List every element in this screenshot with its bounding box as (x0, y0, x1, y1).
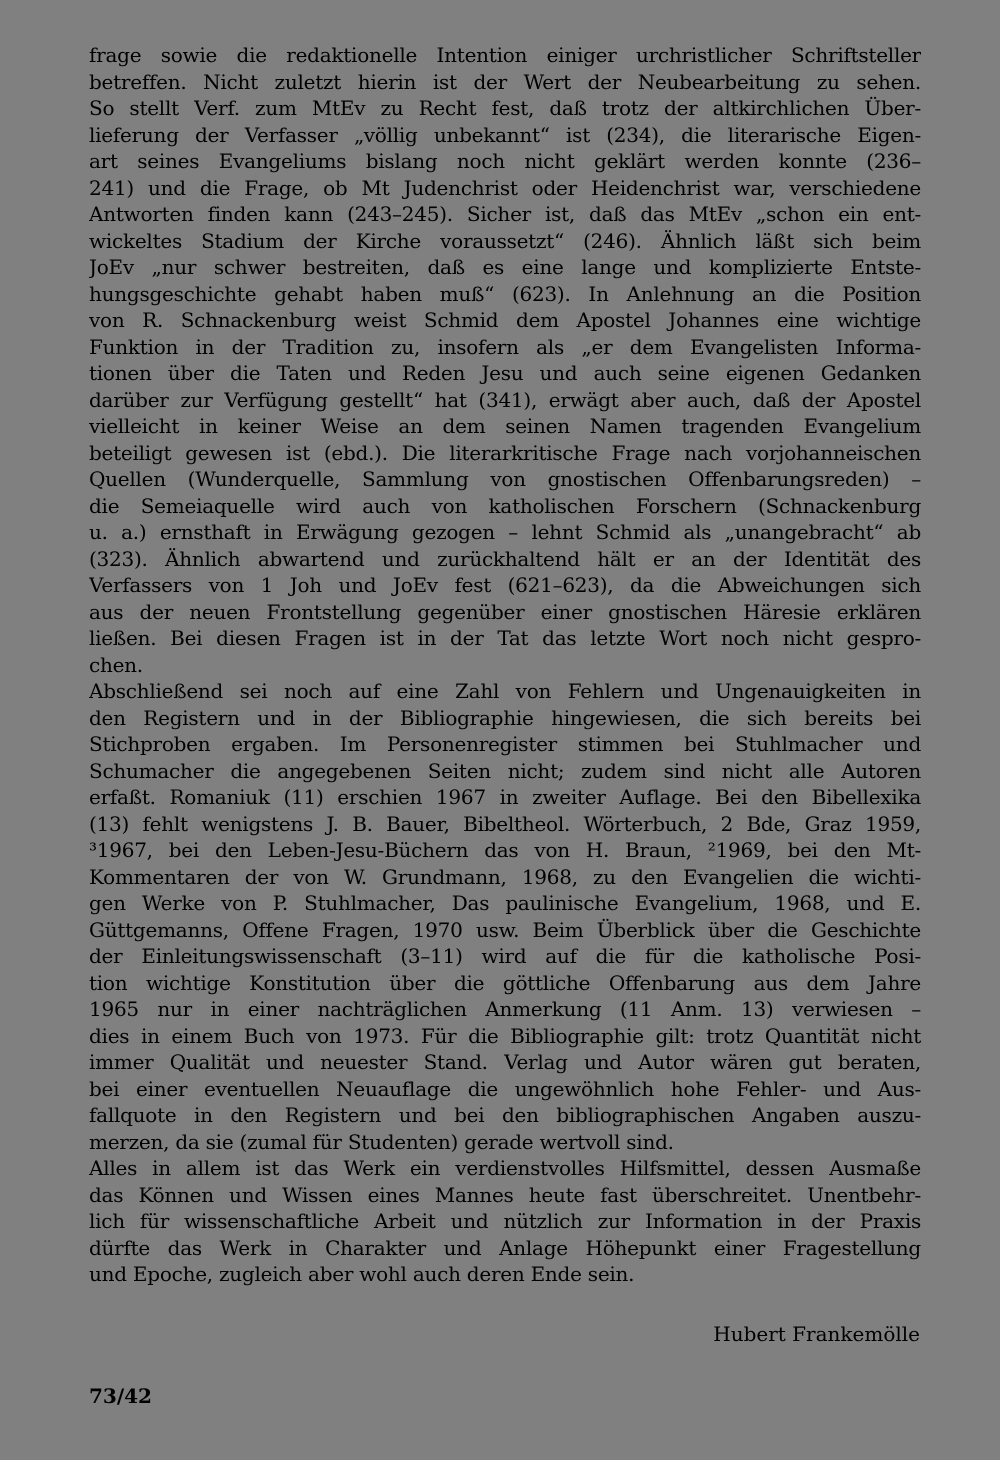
text-line: ³1967, bei den Leben-Jesu-Büchern das von H. Braun, ²1969, bei den Mt- (89, 838, 921, 862)
text-line: vielleicht in keiner Weise an dem seinen Namen tragenden Evangelium (89, 414, 921, 438)
text-line: von R. Schnackenburg weist Schmid dem Apostel Johannes eine wichtige (89, 308, 921, 332)
text-line: aus der neuen Frontstellung gegenüber einer gnostischen Häresie erklären (89, 599, 921, 624)
text-line: immer Qualität und neuester Stand. Verlag und Autor wären gut beraten, (89, 1050, 921, 1074)
text-line: den Registern und in der Bibliographie hingewiesen, die sich bereits bei (89, 705, 921, 730)
text-line: dürfte das Werk in Charakter und Anlage Höhepunkt einer Fragestellung (89, 1235, 921, 1260)
text-line: tion wichtige Konstitution über die göttliche Offenbarung aus dem Jahre (89, 970, 921, 995)
text-line: lich für wissenschaftliche Arbeit und nützlich zur Information in der Praxis (89, 1209, 921, 1233)
text-line: Kommentaren der von W. Grundmann, 1968, zu den Evangelien die wichti- (89, 864, 921, 889)
text-line: dies in einem Buch von 1973. Für die Bibliographie gilt: trotz Quantität nicht (89, 1023, 921, 1048)
text-line: So stellt Verf. zum MtEv zu Recht fest, daß trotz der altkirchlichen Über- (89, 96, 921, 120)
text-line: erfaßt. Romaniuk (11) erschien 1967 in zweiter Auflage. Bei den Bibellexika (89, 785, 921, 809)
text-line: beteiligt gewesen ist (ebd.). Die literarkritische Frage nach vorjohanneischen (89, 440, 921, 465)
text-line: hungsgeschichte gehabt haben muß“ (623). In Anlehnung an die Position (89, 281, 921, 306)
text-line: JoEv „nur schwer bestreiten, daß es eine lange und komplizierte Entste- (89, 255, 921, 279)
text-line: Verfassers von 1 Joh und JoEv fest (621–623), da die Abweichungen sich (89, 573, 921, 597)
text-line: u. a.) ernsthaft in Erwägung gezogen – lehnt Schmid als „unangebracht“ ab (89, 520, 921, 544)
review-body-text (89, 42, 921, 1288)
text-line: wickeltes Stadium der Kirche voraussetzt“ (246). Ähnlich läßt sich beim (89, 228, 921, 253)
text-line: bei einer eventuellen Neuauflage die ungewöhnlich hohe Fehler- und Aus- (89, 1076, 921, 1101)
text-line: ließen. Bei diesen Fragen ist in der Tat das letzte Wort noch nicht gespro- (89, 626, 921, 650)
text-line: tionen über die Taten und Reden Jesu und auch seine eigenen Gedanken (89, 361, 921, 385)
text-line: merzen, da sie (zumal für Studenten) gerade wertvoll sind. (89, 1129, 674, 1154)
text-line: fallquote in den Registern und bei den bibliographischen Angaben auszu- (89, 1103, 921, 1127)
text-line: frage sowie die redaktionelle Intention einiger urchristlicher Schriftsteller (89, 43, 921, 67)
text-line: Quellen (Wunderquelle, Sammlung von gnostischen Offenbarungsreden) – (89, 467, 921, 491)
text-line: art seines Evangeliums bislang noch nicht geklärt werden konnte (236– (89, 149, 921, 173)
text-line: das Können und Wissen eines Mannes heute fast überschreitet. Unentbehr- (89, 1182, 921, 1207)
text-line: Stichproben ergaben. Im Personenregister stimmen bei Stuhlmacher und (89, 732, 921, 756)
text-line: der Einleitungswissenschaft (3–11) wird auf die für die katholische Posi- (89, 944, 921, 968)
text-line: Güttgemanns, Offene Fragen, 1970 usw. Beim Überblick über die Geschichte (89, 917, 921, 942)
text-line: Schumacher die angegebenen Seiten nicht; zudem sind nicht alle Autoren (89, 758, 921, 783)
text-line: darüber zur Verfügung gestellt“ hat (341), erwägt aber auch, daß der Apostel (89, 387, 921, 412)
text-line: Antworten finden kann (243–245). Sicher ist, daß das MtEv „schon ein ent- (89, 202, 921, 226)
text-line: und Epoche, zugleich aber wohl auch deren Ende sein. (89, 1262, 635, 1286)
text-line: chen. (89, 652, 143, 677)
text-line: die Semeiaquelle wird auch von katholischen Forschern (Schnackenburg (89, 493, 921, 518)
text-line: lieferung der Verfasser „völlig unbekannt“ ist (234), die literarische Eigen- (89, 122, 921, 147)
text-line: betreffen. Nicht zuletzt hierin ist der Wert der Neubearbeitung zu sehen. (89, 69, 921, 94)
author-signature: Hubert Frankemölle (713, 1322, 920, 1346)
text-line: Abschließend sei noch auf eine Zahl von Fehlern und Ungenauigkeiten in (89, 679, 921, 703)
text-line: Alles in allem ist das Werk ein verdienstvolles Hilfsmittel, dessen Ausmaße (89, 1156, 921, 1180)
text-line: gen Werke von P. Stuhlmacher, Das paulinische Evangelium, 1968, und E. (89, 891, 921, 915)
text-line: 241) und die Frage, ob Mt Judenchrist oder Heidenchrist war, verschiedene (89, 175, 921, 200)
text-line: Funktion in der Tradition zu, insofern als „er dem Evangelisten Informa- (89, 334, 921, 359)
text-line: (323). Ähnlich abwartend und zurückhaltend hält er an der Identität des (89, 546, 921, 571)
text-line: 1965 nur in einer nachträglichen Anmerkung (11 Anm. 13) verwiesen – (89, 997, 921, 1021)
page-number: 73/42 (89, 1384, 152, 1408)
text-line: (13) fehlt wenigstens J. B. Bauer, Bibeltheol. Wörterbuch, 2 Bde, Graz 1959, (89, 811, 921, 836)
